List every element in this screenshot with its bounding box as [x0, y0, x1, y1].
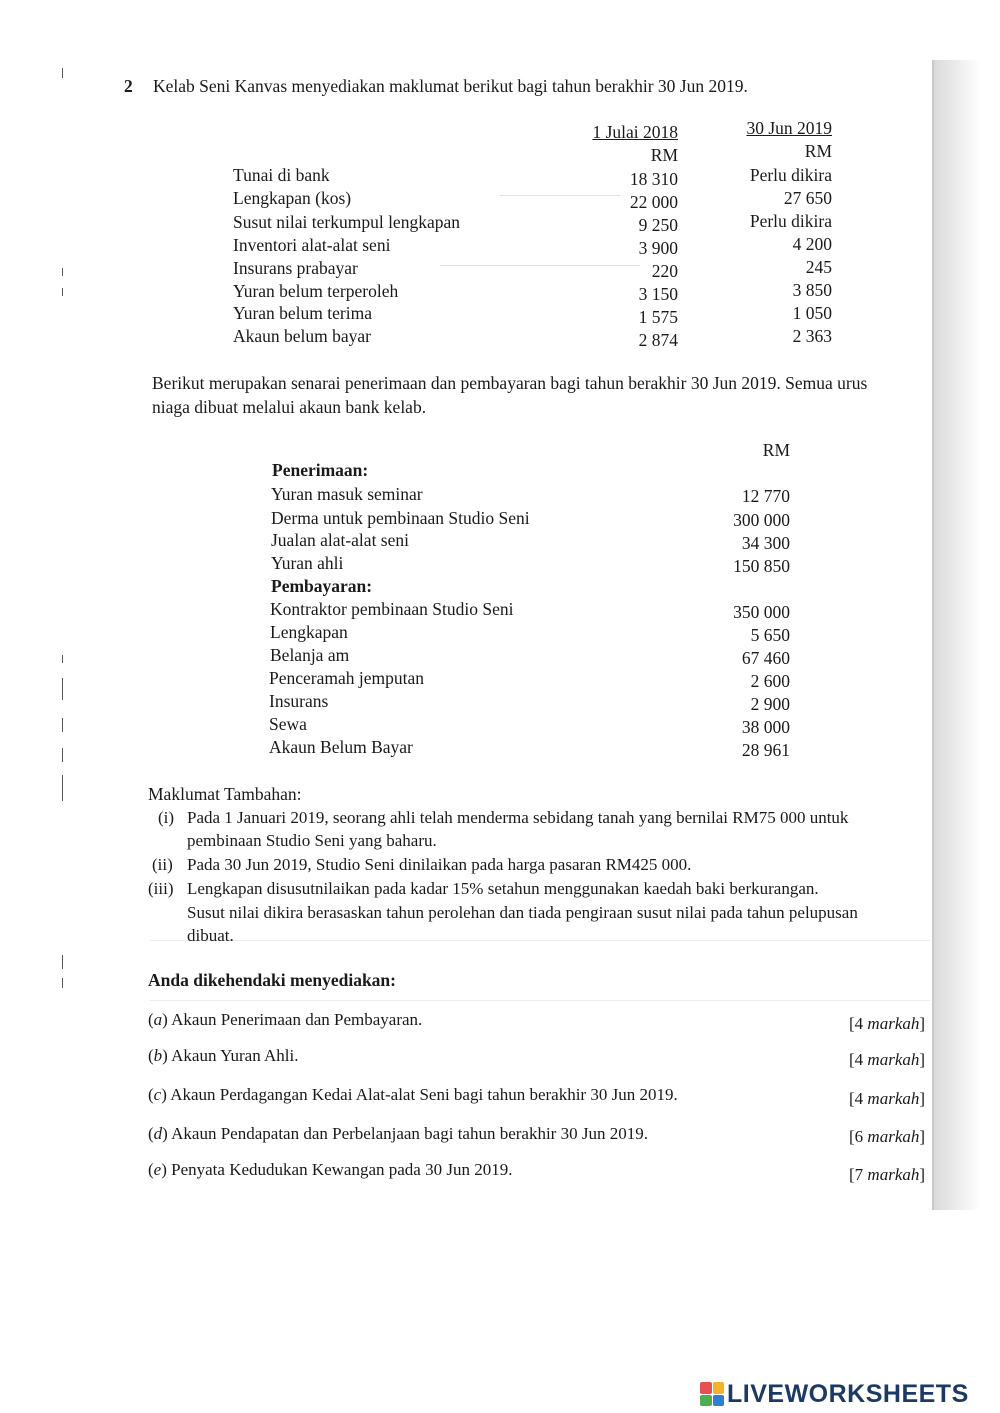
info-item-text: Pada 30 Jun 2019, Studio Seni dinilaikan pada harga pasaran RM425 000.	[187, 855, 692, 874]
requirement-text: Penyata Kedudukan Kewangan pada 30 Jun 2019.	[171, 1160, 513, 1179]
payment-label: Sewa	[269, 714, 307, 734]
requirement-item: (c) Akaun Perdagangan Kedai Alat-alat Seni bagi tahun berakhir 30 Jun 2019.	[148, 1085, 678, 1104]
requirement-text: Akaun Pendapatan dan Perbelanjaan bagi tahun berakhir 30 Jun 2019.	[171, 1124, 648, 1143]
requirement-marks: [7 markah]	[849, 1165, 926, 1184]
balance-value-2019: 245	[805, 257, 832, 277]
additional-info-heading: Maklumat Tambahan:	[148, 784, 302, 804]
payments-heading: Pembayaran:	[271, 576, 373, 596]
payment-label: Belanja am	[270, 645, 350, 665]
receipt-amount: 12 770	[741, 486, 790, 506]
info-item-text: pembinaan Studio Seni yang baharu.	[187, 831, 437, 850]
balance-value-2018: 2 874	[638, 330, 678, 350]
info-item-number: (ii)	[152, 855, 173, 874]
requirement-marks: [6 markah]	[849, 1127, 926, 1146]
requirement-text: Akaun Yuran Ahli.	[171, 1046, 299, 1065]
receipt-label: Yuran ahli	[271, 553, 344, 573]
balance-value-2019: 3 850	[792, 280, 832, 300]
question-intro: Kelab Seni Kanvas menyediakan maklumat berikut bagi tahun berakhir 30 Jun 2019.	[153, 76, 748, 96]
payment-label: Penceramah jemputan	[269, 668, 425, 688]
requirement-item: (e) Penyata Kedudukan Kewangan pada 30 Jun 2019.	[148, 1160, 513, 1179]
receipt-amount: 34 300	[741, 533, 790, 553]
balance-label: Tunai di bank	[233, 165, 330, 185]
balance-value-2018: 18 310	[629, 169, 678, 189]
balance-value-2019: Perlu dikira	[749, 211, 832, 231]
scan-mark	[62, 775, 63, 801]
page-edge-line	[932, 60, 934, 1210]
requirement-marks: [4 markah]	[849, 1050, 926, 1069]
balance-label: Susut nilai terkumpul lengkapan	[233, 212, 460, 232]
receipt-label: Yuran masuk seminar	[271, 484, 423, 504]
scan-mark	[62, 718, 63, 732]
requirement-item: (b) Akaun Yuran Ahli.	[148, 1046, 299, 1065]
payment-amount: 5 650	[750, 625, 790, 645]
receipts-heading: Penerimaan:	[272, 460, 369, 480]
balance-value-2019: 2 363	[792, 326, 832, 346]
balance-value-2018: 9 250	[638, 215, 678, 235]
payment-label: Kontraktor pembinaan Studio Seni	[270, 599, 514, 619]
payment-amount: 350 000	[733, 602, 790, 622]
balance-value-2019: 27 650	[783, 188, 832, 208]
requirement-text: Akaun Perdagangan Kedai Alat-alat Seni bagi tahun berakhir 30 Jun 2019.	[170, 1085, 678, 1104]
balance-value-2018: 1 575	[638, 307, 678, 327]
info-item-text: Pada 1 Januari 2019, seorang ahli telah menderma sebidang tanah yang bernilai RM75 000 untuk	[187, 808, 849, 827]
requirement-item: (d) Akaun Pendapatan dan Perbelanjaan bagi tahun berakhir 30 Jun 2019.	[148, 1124, 648, 1143]
receipt-amount: 300 000	[733, 510, 790, 530]
liveworksheets-logo-icon	[700, 1382, 724, 1406]
scan-mark	[62, 655, 63, 663]
col-header-2019: 30 Jun 2019	[746, 118, 832, 138]
bleed-through	[150, 1000, 930, 1001]
bleed-through	[150, 940, 930, 941]
receipt-label: Derma untuk pembinaan Studio Seni	[271, 508, 530, 528]
balance-label: Yuran belum terima	[233, 303, 372, 323]
payment-amount: 67 460	[741, 648, 790, 668]
payment-label: Insurans	[269, 691, 329, 711]
requirement-letter: c	[153, 1085, 162, 1104]
requirement-letter: b	[153, 1046, 163, 1065]
balance-value-2018: 220	[651, 261, 678, 281]
scan-mark	[62, 978, 63, 988]
payment-label: Lengkapan	[270, 622, 348, 642]
scan-mark	[62, 268, 63, 276]
balance-label: Yuran belum terperoleh	[233, 281, 399, 301]
requirements-heading: Anda dikehendaki menyediakan:	[148, 970, 396, 990]
balance-label: Insurans prabayar	[233, 258, 358, 278]
balance-label: Inventori alat-alat seni	[233, 235, 391, 255]
scan-mark	[62, 288, 63, 296]
currency-2019: RM	[804, 141, 832, 161]
requirement-letter: d	[153, 1124, 163, 1143]
receipt-label: Jualan alat-alat seni	[271, 530, 409, 550]
payment-amount: 28 961	[741, 740, 790, 760]
scan-mark	[62, 68, 63, 78]
transactions-currency: RM	[762, 440, 790, 460]
balance-value-2018: 22 000	[629, 192, 678, 212]
balance-value-2018: 3 900	[638, 238, 678, 258]
balance-value-2018: 3 150	[638, 284, 678, 304]
payment-amount: 2 900	[750, 694, 790, 714]
balance-label: Akaun belum bayar	[233, 326, 372, 346]
info-item-number: (i)	[158, 808, 175, 827]
balance-label: Lengkapan (kos)	[233, 188, 352, 208]
requirement-item: (a) Akaun Penerimaan dan Pembayaran.	[148, 1010, 423, 1029]
requirement-text: Akaun Penerimaan dan Pembayaran.	[171, 1010, 423, 1029]
requirement-marks: [4 markah]	[849, 1089, 926, 1108]
info-item-text: Lengkapan disusutnilaikan pada kadar 15% setahun menggunakan kaedah baki berkurangan.	[187, 879, 819, 898]
balance-value-2019: 4 200	[792, 234, 832, 254]
liveworksheets-wordmark: LIVEWORKSHEETS	[727, 1379, 969, 1408]
requirement-letter: a	[153, 1010, 163, 1029]
info-item-text: Susut nilai dikira berasaskan tahun perolehan dan tiada pengiraan susut nilai pada tahun pelupusan	[187, 903, 858, 922]
balance-value-2019: Perlu dikira	[749, 165, 832, 185]
currency-2018: RM	[650, 145, 678, 165]
transactions-intro-line2: niaga dibuat melalui akaun bank kelab.	[152, 397, 427, 417]
scan-edge-shadow	[934, 60, 1000, 1210]
payment-label: Akaun Belum Bayar	[269, 737, 413, 757]
info-item-number: (iii)	[148, 879, 174, 898]
payment-amount: 2 600	[750, 671, 790, 691]
scan-mark	[62, 748, 63, 762]
payment-amount: 38 000	[741, 717, 790, 737]
col-header-2018: 1 Julai 2018	[592, 122, 678, 142]
scan-mark	[62, 955, 63, 969]
scan-mark	[62, 678, 63, 700]
liveworksheets-brand[interactable]	[700, 1376, 969, 1412]
requirement-letter: e	[153, 1160, 162, 1179]
requirement-marks: [4 markah]	[849, 1014, 926, 1033]
receipt-amount: 150 850	[733, 556, 790, 576]
balance-value-2019: 1 050	[792, 303, 832, 323]
transactions-intro-line1: Berikut merupakan senarai penerimaan dan pembayaran bagi tahun berakhir 30 Jun 2019. Semua urus	[152, 373, 868, 393]
info-item-text: dibuat.	[187, 926, 234, 945]
question-number: 2	[124, 76, 133, 96]
